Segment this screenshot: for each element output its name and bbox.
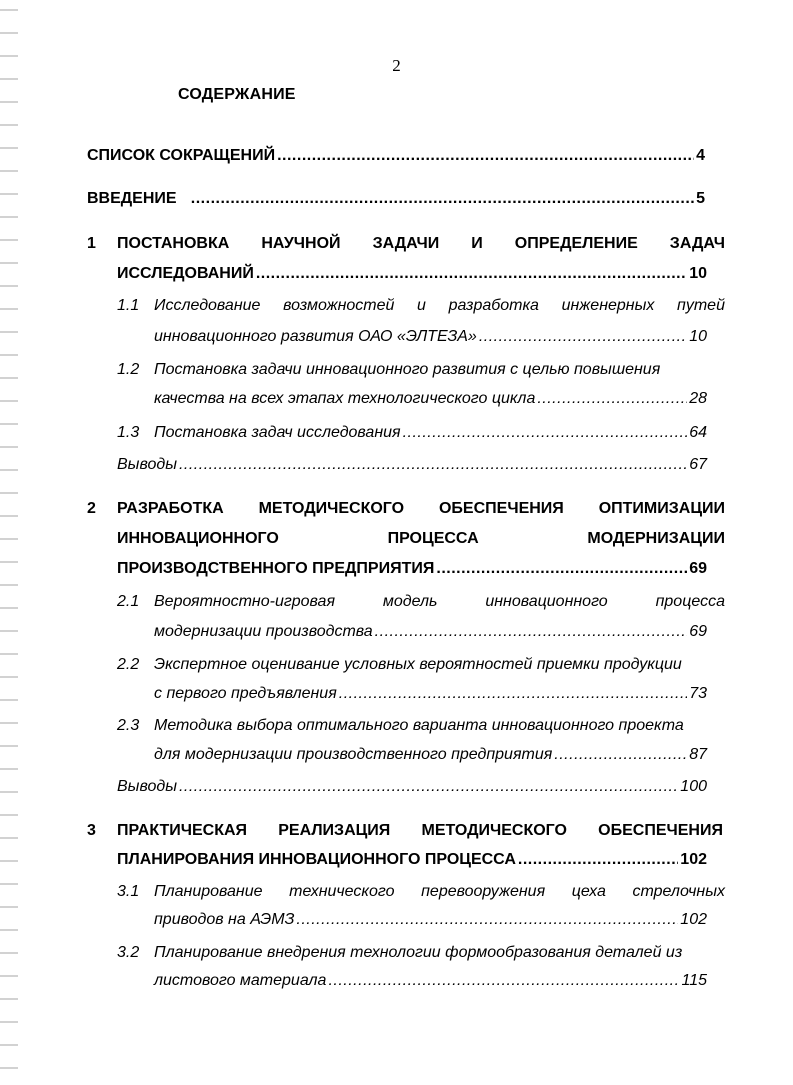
toc-entry-label: ИССЛЕДОВАНИЙ (117, 265, 254, 282)
section-title-line (154, 423, 707, 443)
section-number: 1.1 (117, 297, 140, 314)
section-number: 1.3 (117, 424, 140, 441)
toc-entry-page: 73 (689, 685, 707, 702)
section-title-line (154, 684, 707, 704)
toc-entry-label: СПИСОК СОКРАЩЕНИЙ (87, 147, 276, 164)
title-word: ПРАКТИЧЕСКАЯ (117, 822, 248, 839)
toc-entry-label: ПЛАНИРОВАНИЯ ИННОВАЦИОННОГО ПРОЦЕССА (117, 851, 516, 868)
toc-entry-page: 100 (680, 778, 707, 795)
section-number: 2.2 (117, 656, 140, 673)
toc-entry-label: Выводы (117, 778, 177, 795)
dot-leader (179, 455, 687, 475)
section-title-line (154, 592, 725, 612)
section-title-line (154, 360, 725, 380)
section-title-line (154, 296, 725, 316)
dot-leader (277, 146, 694, 166)
toc-entry-label: ВВЕДЕНИЕ (87, 190, 177, 207)
chapter-number: 3 (87, 822, 96, 839)
section-title-line (154, 943, 725, 963)
title-word: цеха (571, 883, 606, 900)
section-title-line (154, 622, 707, 642)
title-word: ЗАДАЧ (669, 235, 725, 252)
toc-entry-page: 10 (689, 265, 707, 282)
dot-leader (375, 622, 688, 642)
section-number: 3.2 (117, 944, 140, 961)
section-number: 1.2 (117, 361, 140, 378)
title-word: НАУЧНОЙ (261, 235, 341, 252)
title-word: Вероятностно-игровая (154, 593, 335, 610)
section-title-line (154, 327, 707, 347)
chapter-title-line (117, 234, 725, 254)
toc-entry-page: 10 (689, 328, 707, 345)
toc-entry-label: Методика выбора оптимального варианта инновационного проекта (154, 717, 684, 734)
section-title-line (154, 389, 707, 409)
title-word: модель (382, 593, 438, 610)
toc-entry-label: для модернизации производственного предприятия (154, 746, 553, 763)
toc-entry-page: 64 (689, 424, 707, 441)
toc-entry-label: Постановка задач исследования (154, 424, 401, 441)
title-word: ПОСТАНОВКА (117, 235, 230, 252)
chapter-title-line (117, 264, 707, 284)
section-title-line (154, 716, 725, 736)
title-word: и (417, 297, 426, 314)
title-word: МОДЕРНИЗАЦИИ (587, 530, 725, 547)
toc-entry-label: качества на всех этапах технологического цикла (154, 390, 536, 407)
toc-entry-label: Постановка задачи инновационного развития с целью повышения (154, 361, 661, 378)
chapter-number: 2 (87, 500, 96, 517)
toc-entry-page: 4 (696, 147, 705, 164)
dot-leader (554, 745, 687, 765)
dot-leader (403, 423, 688, 443)
title-word: разработка (448, 297, 539, 314)
toc-entry-page: 69 (689, 560, 707, 577)
section-title-line (154, 655, 725, 675)
title-word: возможностей (283, 297, 395, 314)
title-word: процесса (655, 593, 725, 610)
title-word: МЕТОДИЧЕСКОГО (258, 500, 405, 517)
dot-leader (191, 189, 694, 209)
title-word: инженерных (561, 297, 655, 314)
title-word: инновационного (485, 593, 608, 610)
title-word: ОБЕСПЕЧЕНИЯ (438, 500, 564, 517)
chapter-title-line (117, 821, 723, 841)
title-word: ЗАДАЧИ (372, 235, 440, 252)
chapter-number: 1 (87, 235, 96, 252)
toc-entry-page: 5 (696, 190, 705, 207)
title-word: ОПРЕДЕЛЕНИЕ (514, 235, 638, 252)
section-number: 3.1 (117, 883, 140, 900)
toc-entry-label: приводов на АЭМЗ (154, 911, 295, 928)
toc-entry-label: с первого предъявления (154, 685, 337, 702)
scan-edge-marks (0, 0, 18, 1085)
title-word: ИННОВАЦИОННОГО (117, 530, 279, 547)
dot-leader (518, 850, 678, 870)
toc-entry-label: Выводы (117, 456, 177, 473)
chapter-title-line (117, 499, 725, 519)
toc-entry-page: 87 (689, 746, 707, 763)
toc-entry-abbreviations[interactable] (87, 146, 705, 166)
title-word: технического (289, 883, 395, 900)
dot-leader (479, 327, 687, 347)
section-title-line (154, 882, 725, 902)
toc-entry-label: Экспертное оценивание условных вероятностей приемки продукции (154, 656, 682, 673)
dot-leader (328, 971, 679, 991)
section-number: 2.3 (117, 717, 140, 734)
section-title-line (154, 971, 707, 991)
toc-entry-page: 28 (689, 390, 707, 407)
title-word: МЕТОДИЧЕСКОГО (421, 822, 567, 839)
toc-entry-introduction[interactable] (87, 189, 705, 209)
chapter-title-line (117, 559, 707, 579)
toc-title: СОДЕРЖАНИЕ (178, 86, 296, 103)
dot-leader (339, 684, 687, 704)
section-title-line (154, 745, 707, 765)
toc-entry-page: 102 (680, 911, 707, 928)
toc-entry-label: ПРОИЗВОДСТВЕННОГО ПРЕДПРИЯТИЯ (117, 560, 435, 577)
dot-leader (436, 559, 687, 579)
toc-entry-page: 69 (689, 623, 707, 640)
section-number: 2.1 (117, 593, 140, 610)
title-word: ОПТИМИЗАЦИИ (598, 500, 725, 517)
title-word: путей (677, 297, 725, 314)
toc-entry-page: 67 (689, 456, 707, 473)
chapter-title-line (117, 529, 725, 549)
title-word: Исследование (154, 297, 261, 314)
toc-conclusions-1[interactable] (117, 455, 707, 475)
section-title-line (154, 910, 707, 930)
chapter-title-line (117, 850, 707, 870)
toc-conclusions-2[interactable] (117, 777, 707, 797)
dot-leader (296, 910, 678, 930)
title-word: Планирование (154, 883, 263, 900)
title-word: И (471, 235, 483, 252)
title-word: РЕАЛИЗАЦИЯ (278, 822, 391, 839)
dot-leader (256, 264, 687, 284)
page-number: 2 (392, 56, 401, 75)
toc-entry-page: 115 (681, 972, 707, 989)
toc-entry-label: Планирование внедрения технологии формообразования деталей из (154, 944, 683, 961)
dot-leader (537, 389, 687, 409)
toc-entry-label: инновационного развития ОАО «ЭЛТЕЗА» (154, 328, 477, 345)
toc-entry-page: 102 (680, 851, 707, 868)
title-word: перевооружения (421, 883, 546, 900)
title-word: ПРОЦЕССА (387, 530, 479, 547)
toc-entry-label: листового материала (154, 972, 327, 989)
title-word: стрелочных (632, 883, 725, 900)
toc-entry-label: модернизации производства (154, 623, 373, 640)
title-word: РАЗРАБОТКА (117, 500, 224, 517)
title-word: ОБЕСПЕЧЕНИЯ (598, 822, 723, 839)
dot-leader (179, 777, 678, 797)
